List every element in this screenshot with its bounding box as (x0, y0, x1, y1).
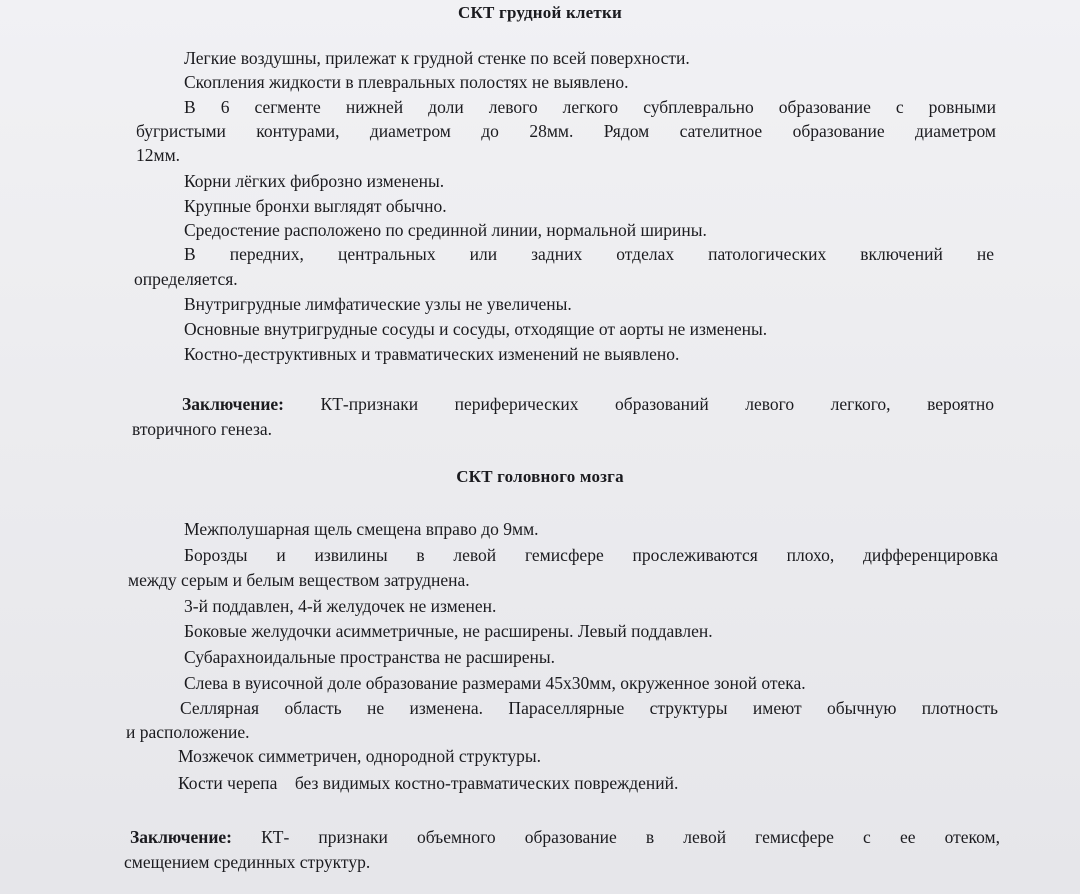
brain-finding-line: 3-й поддавлен, 4-й желудочек не изменен. (184, 596, 497, 616)
brain-finding-line: Мозжечок симметричен, однородной структуры. (178, 746, 542, 766)
brain-finding-line: между серым и белым веществом затруднена. (128, 570, 470, 590)
chest-conclusion-label: Заключение: (182, 394, 284, 414)
brain-finding-line: Борозды и извилины в левой гемисфере прослеживаются плохо, дифференцировка (184, 545, 998, 565)
chest-finding-line: Костно-деструктивных и травматических изменений не выявлено. (184, 344, 680, 364)
brain-finding-line: и расположение. (126, 722, 250, 742)
chest-finding-line: определяется. (134, 269, 238, 289)
chest-finding-line: Легкие воздушны, прилежат к грудной стенке по всей поверхности. (184, 48, 690, 68)
chest-conclusion-text: КТ-признаки периферических образований левого легкого, вероятно (320, 394, 994, 414)
chest-finding-line: Средостение расположено по срединной линии, нормальной ширины. (184, 220, 707, 240)
chest-finding-line: В 6 сегменте нижней доли левого легкого субплеврально образование с ровными (184, 97, 996, 117)
brain-conclusion-continuation: смещением срединных структур. (124, 852, 371, 872)
chest-finding-line: Крупные бронхи выглядят обычно. (184, 196, 447, 216)
chest-finding-line: бугристыми контурами, диаметром до 28мм. Рядом сателитное образование диаметром (136, 121, 996, 141)
brain-ct-title: СКТ головного мозга (456, 467, 624, 486)
brain-finding-line: Субарахноидальные пространства не расширены. (184, 647, 556, 667)
brain-conclusion (130, 826, 1000, 848)
chest-finding-line: В передних, центральных или задних отделах патологических включений не (184, 244, 994, 264)
brain-finding-line: Межполушарная щель смещена вправо до 9мм. (184, 519, 539, 539)
chest-finding-line: Внутригрудные лимфатические узлы не увеличены. (184, 294, 572, 314)
chest-ct-title: СКТ грудной клетки (458, 3, 622, 22)
chest-finding-line: Корни лёгких фиброзно изменены. (184, 171, 445, 191)
chest-conclusion (182, 393, 994, 415)
chest-finding-line: 12мм. (136, 145, 181, 165)
brain-conclusion-label: Заключение: (130, 827, 232, 847)
brain-finding-line: Боковые желудочки асимметричные, не расширены. Левый поддавлен. (184, 621, 713, 641)
chest-finding-line: Скопления жидкости в плевральных полостях не выявлено. (184, 72, 629, 92)
brain-finding-line: Слева в вуисочной доле образование размерами 45x30мм, окруженное зоной отека. (184, 673, 806, 693)
chest-conclusion-continuation: вторичного генеза. (132, 419, 273, 439)
brain-finding-line: Кости черепа без видимых костно-травматических повреждений. (178, 773, 679, 793)
brain-conclusion-text: КТ- признаки объемного образование в левой гемисфере с ее отеком, (261, 827, 1001, 847)
brain-finding-line: Селлярная область не изменена. Параселлярные структуры имеют обычную плотность (180, 698, 998, 718)
chest-finding-line: Основные внутригрудные сосуды и сосуды, отходящие от аорты не изменены. (184, 319, 768, 339)
